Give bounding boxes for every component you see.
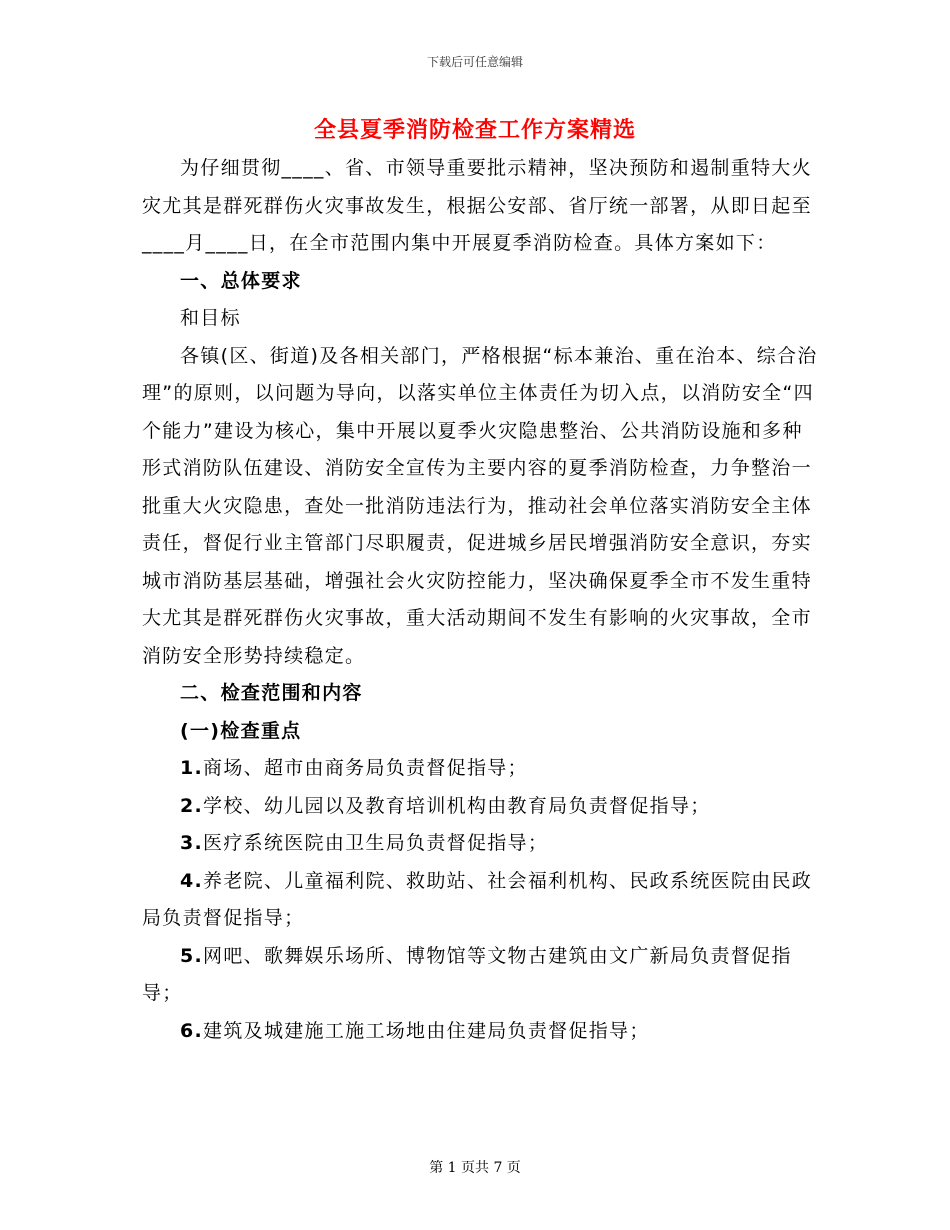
list-item-text: 学校、幼儿园以及教育培训机构由教育局负责督促指导； bbox=[203, 794, 711, 817]
list-item-number: 2. bbox=[180, 794, 204, 817]
intro-paragraph: 为仔细贯彻____、省、市领导重要批示精神，坚决预防和遏制重特大火灾尤其是群死群伤火灾事故发生，根据公安部、省厅统一部署，从即日起至____月____日，在全市范围内集中开展夏季消防检查。具体方案如下： bbox=[142, 157, 812, 254]
list-item-text: 建筑及城建施工施工场地由住建局负责督促指导； bbox=[203, 1019, 650, 1042]
list-item bbox=[142, 750, 822, 788]
list-item bbox=[142, 788, 822, 826]
list-item-number: 1. bbox=[180, 757, 204, 779]
list-item-number: 5. bbox=[180, 944, 204, 967]
list-item-text: 商场、超市由商务局负责督促指导； bbox=[203, 757, 528, 779]
list-item-number: 3. bbox=[180, 832, 204, 854]
list-item-text: 养老院、儿童福利院、救助站、社会福利机构、民政系统医院由民政局负责督促指导； bbox=[142, 869, 813, 929]
section-heading-general-requirements: 一、总体要求 bbox=[180, 269, 302, 292]
subsection-heading-focus: (一)检查重点 bbox=[180, 719, 302, 742]
list-item bbox=[142, 938, 822, 1013]
section-heading-continuation: 和目标 bbox=[180, 307, 241, 329]
list-item-text: 医疗系统医院由卫生局负责督促指导； bbox=[203, 832, 549, 854]
list-item bbox=[142, 863, 822, 938]
header-note: 下载后可任意编辑 bbox=[426, 55, 523, 69]
list-item-text: 网吧、歌舞娱乐场所、博物馆等文物古建筑由文广新局负责督促指导； bbox=[142, 944, 792, 1004]
section-heading-scope: 二、检查范围和内容 bbox=[180, 682, 363, 704]
list-item-number: 4. bbox=[180, 869, 204, 892]
document-title: 全县夏季消防检查工作方案精选 bbox=[313, 118, 636, 143]
list-item-number: 6. bbox=[180, 1019, 204, 1042]
page-number-footer: 第 1 页共 7 页 bbox=[429, 1160, 521, 1176]
list-item bbox=[142, 825, 822, 863]
document-body bbox=[142, 150, 822, 1050]
list-item bbox=[142, 1013, 822, 1051]
body-paragraph: 各镇(区、街道)及各相关部门，严格根据“标本兼治、重在治本、综合治理”的原则，以问题为导向，以落实单位主体责任为切入点，以消防安全“四个能力”建设为核心，集中开展以夏季火灾隐患整治、公共消防设施和多种形式消防队伍建设、消防安全宣传为主要内容的夏季消防检查，力争整治一批重大火灾隐患，查处一批消防违法行为，推动社会单位落实消防安全主体责任，督促行业主管部门尽职履责，促进城乡居民增强消防安全意识，夯实城市消防基层基础，增强社会火灾防控能力，坚决确保夏季全市不发生重特大尤其是群死群伤火灾事故，重大活动期间不发生有影响的火灾事故，全市消防安全形势持续稳定。 bbox=[142, 344, 818, 667]
